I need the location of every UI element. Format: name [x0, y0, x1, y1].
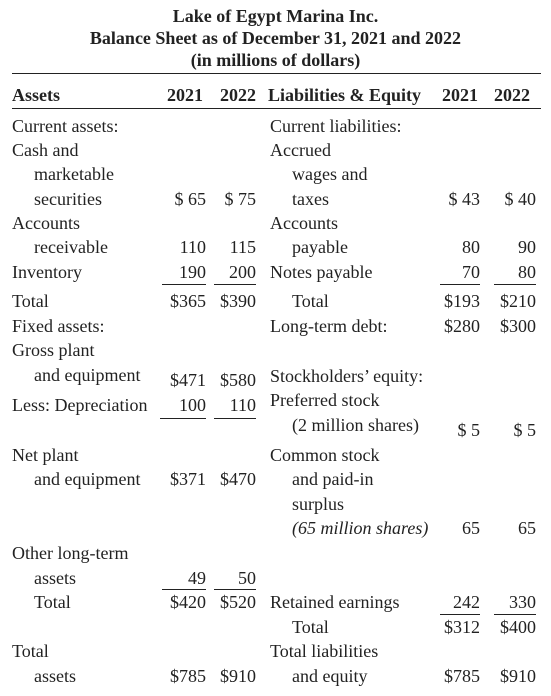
current-assets-total-2021: $365: [170, 291, 206, 311]
current-assets-total-2022: $390: [220, 291, 256, 311]
other-lt-assets-label-2: assets: [34, 568, 76, 588]
common-stock-2022: 65: [518, 518, 536, 538]
current-assets-label: Current assets:: [12, 116, 119, 136]
net-plant-2022: $470: [220, 469, 256, 489]
other-lt-assets-2022-underline: [214, 589, 256, 590]
inventory-2022: 200: [229, 262, 256, 282]
other-lt-assets-2022: 50: [238, 568, 256, 588]
inventory-2021: 190: [179, 262, 206, 282]
top-rule: [12, 73, 541, 74]
depreciation-2021-underline: [160, 418, 206, 419]
ar-2021: 110: [179, 237, 206, 257]
total-liab-equity-2021: $785: [444, 666, 480, 686]
net-plant-label-2: and equipment: [34, 469, 141, 489]
fixed-total-2022: $520: [220, 592, 256, 612]
common-stock-2021: 65: [462, 518, 480, 538]
ap-2021: 80: [462, 237, 480, 257]
cash-label-1: Cash and: [12, 140, 79, 160]
preferred-stock-2022: $ 5: [513, 420, 536, 440]
current-liabilities-total-label: Total: [292, 291, 329, 311]
net-plant-2021: $371: [170, 469, 206, 489]
cash-2021: $ 65: [174, 189, 206, 209]
accrued-label-1: Accrued: [270, 140, 331, 160]
header-assets: Assets: [12, 85, 60, 105]
gross-plant-2021: $471: [170, 370, 206, 390]
gross-plant-label-2: and equipment: [34, 365, 141, 385]
ar-2022: 115: [229, 237, 256, 257]
depreciation-2021: 100: [179, 395, 206, 415]
gross-plant-label-1: Gross plant: [12, 340, 95, 360]
depreciation-2022-underline: [214, 418, 256, 419]
preferred-stock-label-1: Preferred stock: [270, 390, 380, 410]
long-term-debt-2021: $280: [444, 316, 480, 336]
ap-label-1: Accounts: [270, 213, 338, 233]
depreciation-label: Less: Depreciation: [12, 395, 148, 415]
other-lt-assets-2021: 49: [188, 568, 206, 588]
cash-2022: $ 75: [224, 189, 256, 209]
ap-label-2: payable: [292, 237, 348, 257]
inventory-label: Inventory: [12, 262, 82, 282]
preferred-stock-2021: $ 5: [457, 420, 480, 440]
header-liabilities-equity: Liabilities & Equity: [268, 85, 422, 105]
retained-earnings-label: Retained earnings: [270, 592, 400, 612]
total-assets-label-2: assets: [34, 666, 76, 686]
fixed-assets-label: Fixed assets:: [12, 316, 105, 336]
current-assets-total-label: Total: [12, 291, 49, 311]
accrued-label-2: wages and: [292, 164, 368, 184]
retained-earnings-2021-underline: [440, 614, 480, 615]
total-assets-2021: $785: [170, 666, 206, 686]
accrued-2021: $ 43: [448, 189, 480, 209]
current-liabilities-label: Current liabilities:: [270, 116, 402, 136]
equity-total-2021: $312: [444, 617, 480, 637]
common-stock-label-4: (65 million shares): [292, 518, 429, 538]
retained-earnings-2021: 242: [453, 592, 480, 612]
notes-payable-label: Notes payable: [270, 262, 373, 282]
header-rule: [12, 108, 541, 109]
fixed-total-label: Total: [34, 592, 71, 612]
common-stock-label-1: Common stock: [270, 445, 380, 465]
stockholders-equity-label: Stockholders’ equity:: [270, 366, 424, 386]
header-liab-2022: 2022: [494, 85, 530, 105]
fixed-total-2021: $420: [170, 592, 206, 612]
cash-label-3: securities: [34, 189, 102, 209]
ar-label-1: Accounts: [12, 213, 80, 233]
long-term-debt-label: Long-term debt:: [270, 316, 388, 336]
current-liabilities-total-2022: $210: [500, 291, 536, 311]
notes-payable-2022: 80: [518, 262, 536, 282]
gross-plant-2022: $580: [220, 370, 256, 390]
header-assets-2022: 2022: [220, 85, 256, 105]
common-stock-label-3: surplus: [292, 494, 345, 514]
inventory-2022-underline: [214, 284, 256, 285]
accrued-label-3: taxes: [292, 189, 329, 209]
equity-total-2022: $400: [500, 617, 536, 637]
retained-earnings-2022: 330: [509, 592, 536, 612]
statement-title: Balance Sheet as of December 31, 2021 and 2022: [89, 28, 462, 48]
ap-2022: 90: [518, 237, 536, 257]
net-plant-label-1: Net plant: [12, 445, 79, 465]
units-note: (in millions of dollars): [190, 50, 361, 70]
total-liab-equity-label-1: Total liabilities: [270, 641, 379, 661]
inventory-2021-underline: [162, 284, 206, 285]
common-stock-label-2: and paid-in: [292, 469, 374, 489]
equity-total-label: Total: [292, 617, 329, 637]
notes-payable-2021-underline: [440, 284, 480, 285]
preferred-stock-label-2: (2 million shares): [292, 415, 419, 435]
header-assets-2021: 2021: [167, 85, 203, 105]
total-liab-equity-2022: $910: [500, 666, 536, 686]
notes-payable-2021: 70: [462, 262, 480, 282]
long-term-debt-2022: $300: [500, 316, 536, 336]
header-liab-2021: 2021: [442, 85, 478, 105]
other-lt-assets-label-1: Other long-term: [12, 543, 129, 563]
total-liab-equity-label-2: and equity: [292, 666, 368, 686]
ar-label-2: receivable: [34, 237, 108, 257]
cash-label-2: marketable: [34, 164, 114, 184]
notes-payable-2022-underline: [494, 284, 536, 285]
current-liabilities-total-2021: $193: [444, 291, 480, 311]
company-name: Lake of Egypt Marina Inc.: [172, 6, 379, 26]
accrued-2022: $ 40: [504, 189, 536, 209]
total-assets-label-1: Total: [12, 641, 49, 661]
other-lt-assets-2021-underline: [162, 589, 206, 590]
depreciation-2022: 110: [229, 395, 256, 415]
retained-earnings-2022-underline: [494, 614, 536, 615]
total-assets-2022: $910: [220, 666, 256, 686]
